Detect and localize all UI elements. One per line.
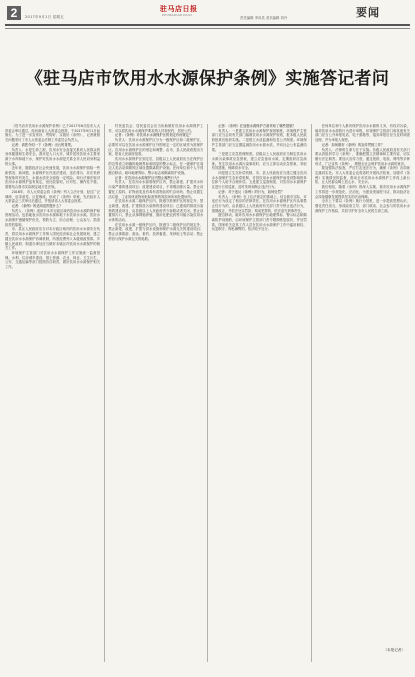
answer-paragraph: 负责人：法律的生命力在于实施。各级人民政府及有关部门要认真组织学习《条例》，准确把握立法精神和主要内容，切实履行法定职责。要加大宣传力度，通过报纸、电视、网络等多种形式，广泛宣传《条例》，增强全社会保护饮用水水源的意识。: [314, 147, 410, 166]
answer-paragraph: 负责人：饮用水水源保护区分为一级保护区和二级保护区，必要时可以在饮用水水源保护区外围划定一定的区域作为准保护区。饮用水水源保护区的划定和调整，由市、县人民政府提出方案，报省人民政府批准。: [108, 138, 204, 157]
article-column-1: [5, 124, 100, 662]
answer-paragraph: 擅自移动、破坏饮用水水源保护区地理界标、警示标志和隔离防护设施的，由环境保护主管部门责令限期恢复原状，并处罚款。国家机关及其工作人员在饮用水水源保护工作中滥用职权、玩忽职守、徇私舞弊的，依法给予处分。: [211, 213, 307, 232]
column-divider: [207, 124, 208, 662]
section-title: 要闻: [356, 6, 380, 19]
question-paragraph: 记者：《条例》对饮用水水源保护区的划定有何规定？: [114, 133, 193, 138]
answer-paragraph: 2016年，市人大常委会将《条例》列入立法计划，经过广泛调研、征求意见、反复修改，形成了《条例》草案，先后经市人大常委会三次审议后通过，并报请省人大常委会批准。: [5, 189, 100, 204]
question-paragraph: 记者：在饮用水水源保护区内禁止哪些行为？: [114, 175, 181, 180]
answer-paragraph: 负责人：《条例》在上位法规定的基础上，结合我市实际，对违法行为设定了相应的法律责任。在饮用水水源保护区内从事禁止性行为的，由县级以上人民政府有关部门责令停止违法行为，限期改正，并依法处以罚款；构成犯罪的，依法追究刑事责任。: [211, 194, 307, 213]
column-divider: [104, 124, 105, 662]
byline: （本报记者）: [383, 648, 405, 652]
answer-paragraph: 四是建立生态补偿机制。市、县人民政府应当建立健全饮用水水源保护生态补偿机制，对因饮用水水源保护而受到影响的单位和个人给予合理补偿。五是建立巡查制度，对饮用水水源保护区进行日常巡查，及时发现和制止违法行为。: [211, 171, 307, 190]
answer-paragraph: 负责人：在饮用水水源准保护区内，禁止新建、扩建对水体污染严重的建设项目；改建建设项目，不得增加排污量。禁止设置化工原料、矿物油类及有毒有害物品的贮存场所，禁止设置生活垃圾、工业固体废物和危险废物的堆放场所和处置场所。: [108, 180, 204, 199]
answer-paragraph: 《驻马店市饮用水水源保护条例》已于2017年6月经市人大常委会审议通过，经河南省人大常委会批准，于2017年9月1日起施行。为了进一步宣传好、贯彻好、实施好《条例》，记者就相关问题采访了市人大常委会法制工作委员会负责人。: [5, 124, 100, 143]
headline: 《驻马店市饮用水水源保护条例》实施答记者问: [25, 69, 390, 89]
answer-paragraph: 近年来，随着经济社会快速发展，饮用水水源保护面临一些新情况、新问题，水源保护区内违法建设、违法排污、非法采砂等现象时有发生，水源水质安全面临一定风险。现行法律法规对饮用水水源保护虽有规定，但比较原则，针对性、操作性不强，需要结合我市实际制定地方性法规。: [5, 166, 100, 190]
date-line: 2017年9月1日 星期五: [25, 15, 65, 19]
answer-paragraph: 负责人：水是生命之源，饮用水安全直接关系到人民群众的身体健康和生命安全。我市是人口大市，城乡居民饮用水主要来源于水库和地下水，保护好饮用水水源是关系全市人民切身利益的大事。: [5, 147, 100, 166]
answer-paragraph: 市、县区人民政府应当对本行政区域内的饮用水水源安全负责，将饮用水水源保护工作纳入国民经济和社会发展规划，建立健全饮用水水源保护协调机制，所需经费列入本级财政预算。乡镇人民政府、街道办事处应当做好本辖区内饮用水水源保护的相关工作。: [5, 227, 100, 251]
header-rule-thick: [5, 24, 410, 26]
question-paragraph: 记者：《条例》的适用范围是什么？: [11, 203, 63, 208]
answer-paragraph: 全市上下要以《条例》施行为契机，进一步提高思想认识，强化责任担当，形成政府主导、部门联动、社会参与的饮用水水源保护工作格局，共同守护好全市人民的生命之源。: [314, 199, 410, 213]
answer-paragraph: 三是建立应急管理制度。县级以上人民政府应当制定饮用水水源污染事故应急预案，建立应急备用水源，定期组织应急演练。发生饮用水水源污染事故时，应当立即启动应急预案，采取有效措施，保障供水安全。: [211, 152, 307, 171]
article-column-2: [108, 124, 203, 662]
answer-paragraph: 我们相信，随着《条例》的深入实施，我市饮用水水源保护工作将进一步规范化、法治化，为建设美丽驻马店、推动经济社会持续健康发展提供坚实的法治保障。: [314, 185, 410, 199]
answer-paragraph: 负责人：《条例》适用于本市行政区域内饮用水水源的保护和管理活动，包括地表水饮用水水源和地下水饮用水水源。饮用水水源保护遵循保护优先、预防为主、综合治理、公众参与、损害担责的原则。: [5, 208, 100, 227]
answer-paragraph: 在饮用水水源二级保护区内，除遵守准保护区的规定外，禁止新建、改建、扩建排放污染物的建设项目；已建成的排放污染物的建设项目，由县级以上人民政府责令拆除或者关闭。禁止设置排污口，禁止从事网箱养殖、施用化肥农药等可能污染饮用水水体的活动。: [108, 199, 204, 223]
answer-paragraph: 任何单位和个人都有保护饮用水水源的义务，有权对污染、破坏饮用水水源的行为进行举报。环境保护主管部门和其他有关部门应当公开举报电话、电子邮箱等，接到举报后应当及时调查处理，并为举报人保密。: [314, 124, 410, 143]
answer-paragraph: 饮用水水源保护区划定后，县级以上人民政府应当在保护区的边界设立明确的地理界标和明显的警示标志，在一级保护区周边人类活动频繁的区域设置隔离防护设施。任何单位和个人不得擅自移动、破坏地理界标、警示标志和隔离防护设施。: [108, 156, 204, 176]
page-number: 2: [7, 6, 21, 20]
editor-line: 责任编辑 李凤英 美术编辑 刘丹: [240, 16, 288, 20]
article-column-4: [315, 124, 410, 662]
answer-paragraph: 在饮用水水源一级保护区内，除遵守二级保护区的规定外，禁止新建、改建、扩建与供水设施和保护水源无关的建设项目；禁止从事旅游、游泳、垂钓、放养畜禽、采砂取土等活动；禁止停泊与保护水源无关的船舶。: [108, 222, 204, 241]
answer-paragraph: 环境保护主管部门对饮用水水源保护工作实施统一监督管理。水利、住房城乡建设、国土资源、农业、林业、卫生计生、公安、交通运输等部门按照各自职责，做好饮用水水源保护相关工作。: [5, 250, 100, 270]
header-rule-thin: [5, 28, 410, 29]
question-paragraph: 记者：《条例》在加强水源保护方面采取了哪些措施？: [218, 124, 296, 128]
question-paragraph: 记者：如何做好《条例》的宣传贯彻工作？: [321, 142, 385, 147]
answer-paragraph: 村民委员会、居民委员会应当协助做好饮用水水源保护工作，可以将饮用水水源保护要求纳入村规民约、居民公约。: [108, 124, 204, 133]
article-column-3: [212, 124, 307, 662]
question-paragraph: 记者：请您介绍一下《条例》出台的背景。: [11, 142, 75, 147]
page-header: [0, 0, 415, 38]
article-body: [5, 124, 410, 662]
column-divider: [311, 124, 312, 662]
masthead-logo: 驻马店日报: [160, 4, 198, 13]
masthead-subtitle: ZHUMADIAN DAILY: [162, 13, 193, 17]
answer-paragraph: 要加强执法检查，严厉打击违法行为，确保《条例》各项规定落到实处。市人大常委会也将适时开展执法检查，加强对《条例》实施情况的监督，推动全市饮用水水源保护工作再上新台阶，让人民群众喝上放心水、安全水。: [314, 166, 410, 185]
answer-paragraph: 负责人：一是建立饮用水水源保护规划制度。环境保护主管部门应当会同有关部门编制饮用水水源保护规划，报本级人民政府批准后组织实施。二是建立水质监测和信息公开制度。环境保护主管部门应当定期监测饮用水水源水质，并向社会公布监测结果。: [211, 128, 307, 152]
question-paragraph: 记者：对于违反《条例》的行为，如何处罚？: [218, 189, 285, 194]
